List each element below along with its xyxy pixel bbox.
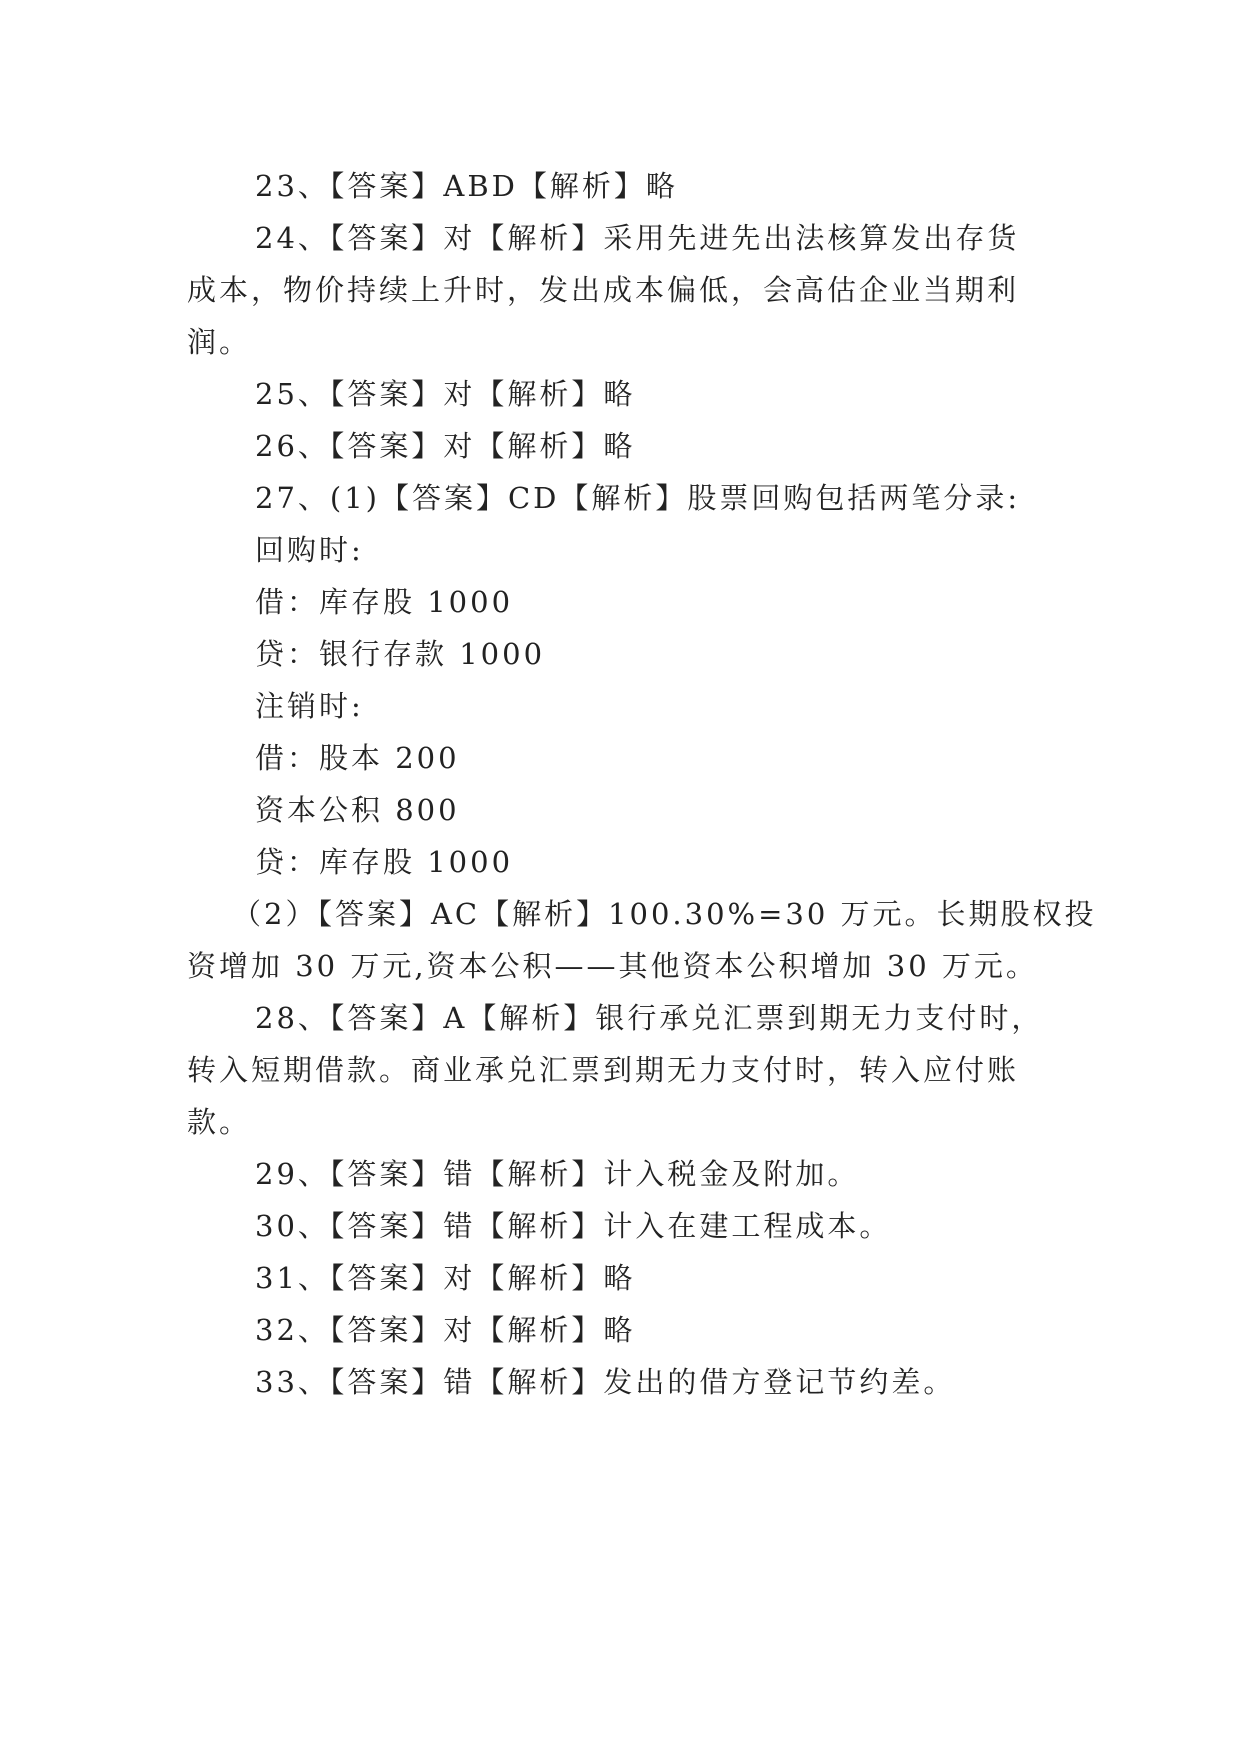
answer-33: 33、【答案】错【解析】发出的借方登记节约差。 <box>255 1365 956 1399</box>
answer-31: 31、【答案】对【解析】略 <box>255 1261 636 1295</box>
journal-entry-capital-reserve: 资本公积 800 <box>255 793 460 827</box>
answer-28-line-2: 转入短期借款。商业承兑汇票到期无力支付时，转入应付账 <box>187 1053 1020 1087</box>
journal-entry-debit-share-capital: 借：股本 200 <box>255 741 460 775</box>
answer-27-part-1: 27、(1)【答案】CD【解析】股票回购包括两笔分录: <box>255 481 1021 515</box>
answer-28-line-1: 28、【答案】A【解析】银行承兑汇票到期无力支付时， <box>255 1001 1044 1035</box>
journal-entry-credit-bank-deposit: 贷：银行存款 1000 <box>255 637 546 671</box>
answer-28-line-3: 款。 <box>187 1105 252 1139</box>
answer-26: 26、【答案】对【解析】略 <box>255 429 636 463</box>
answer-27-part-2-line-2: 资增加 30 万元,资本公积——其他资本公积增加 30 万元。 <box>187 949 1038 983</box>
answer-24-line-2: 成本，物价持续上升时，发出成本偏低，会高估企业当期利 <box>187 273 1020 307</box>
answer-29: 29、【答案】错【解析】计入税金及附加。 <box>255 1157 860 1191</box>
journal-entry-debit-treasury-stock: 借：库存股 1000 <box>255 585 514 619</box>
answer-30: 30、【答案】错【解析】计入在建工程成本。 <box>255 1209 892 1243</box>
journal-entry-credit-treasury-stock: 贷：库存股 1000 <box>255 845 514 879</box>
journal-label-repurchase: 回购时: <box>255 533 364 567</box>
answer-24-line-3: 润。 <box>187 325 252 359</box>
answer-27-part-2-line-1: （2）【答案】AC【解析】100.30%=30 万元。长期股权投 <box>232 897 1097 931</box>
journal-label-cancellation: 注销时: <box>255 689 364 723</box>
answer-23: 23、【答案】ABD【解析】略 <box>255 169 678 203</box>
answer-25: 25、【答案】对【解析】略 <box>255 377 636 411</box>
answer-24-line-1: 24、【答案】对【解析】采用先进先出法核算发出存货 <box>255 221 1020 255</box>
answer-32: 32、【答案】对【解析】略 <box>255 1313 636 1347</box>
